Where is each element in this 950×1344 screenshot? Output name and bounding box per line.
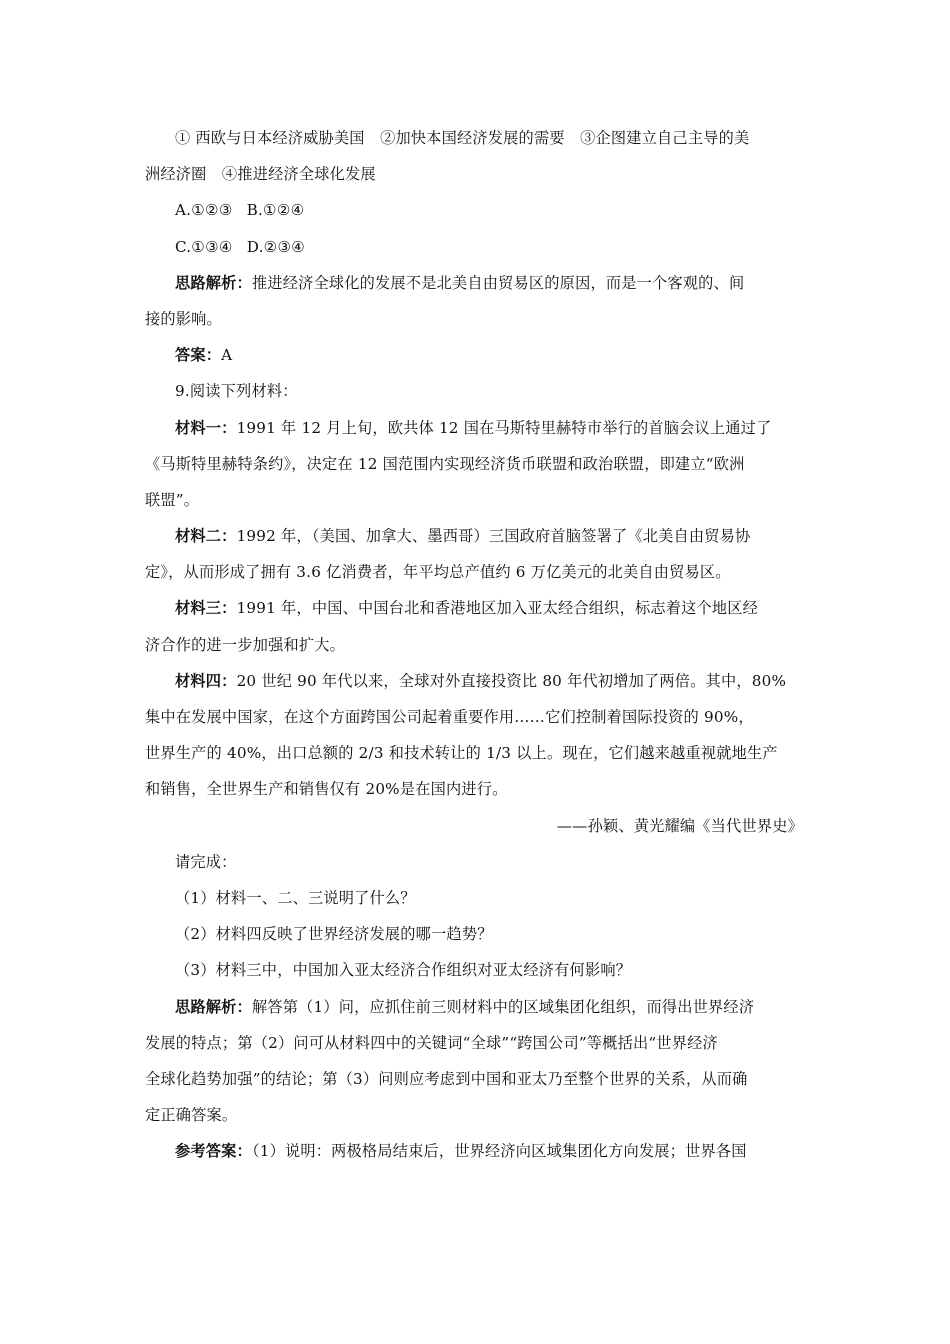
q9-analysis-line3: 全球化趋势加强”的结论；第（3）问则应考虑到中国和亚太乃至整个世界的关系，从而确: [145, 1069, 748, 1088]
sub-question-1: （1）材料一、二、三说明了什么？: [175, 888, 416, 907]
material-3-line2: 济合作的进一步加强和扩大。: [145, 635, 346, 654]
document-page: [145, 120, 807, 1169]
material-1-line1: [145, 410, 807, 446]
material-4-line3: 世界生产的 40%，出口总额的 2/3 和技术转让的 1/3 以上。现在，它们越来越重视就地生产: [145, 744, 778, 763]
q9-analysis-line4: 定正确答案。: [145, 1106, 238, 1125]
q9-analysis-line1: [145, 989, 807, 1025]
option-d: D.②③④: [246, 237, 306, 256]
material-1-line3: 联盟”。: [145, 490, 200, 509]
sub-question-2: （2）材料四反映了世界经济发展的哪一趋势？: [175, 925, 493, 944]
analysis-text: 解答第（1）问，应抓住前三则材料中的区域集团化组织，而得出世界经济: [251, 997, 755, 1016]
material-4-label: 材料四：: [175, 671, 237, 690]
material-1-label: 材料一：: [175, 418, 237, 437]
material-1-line2: 《马斯特里赫特条约》，决定在 12 国范围内实现经济货币联盟和政治联盟，即建立“欧洲: [145, 454, 745, 473]
answer-label: 答案：: [175, 346, 222, 365]
answer-value: A: [221, 346, 233, 365]
q8-analysis-line2: 接的影响。: [145, 309, 222, 328]
option-c: C.①③④: [175, 237, 233, 256]
q8-analysis-line1: [145, 265, 807, 301]
material-4-line4: 和销售，全世界生产和销售仅有 20%是在国内进行。: [145, 780, 508, 799]
material-3-label: 材料三：: [175, 599, 237, 618]
material-4-line1: [145, 663, 807, 699]
q8-answer: [145, 337, 807, 373]
q8-options-row2: [145, 229, 807, 265]
analysis-label: 思路解析：: [175, 273, 252, 292]
reference-answer-label: 参考答案：: [175, 1142, 252, 1161]
option-a: A.①②③: [175, 201, 233, 220]
request-heading: 请完成：: [175, 852, 237, 871]
material-2-line2: 定》，从而形成了拥有 3.6 亿消费者，年平均总产值约 6 万亿美元的北美自由贸易区。: [145, 563, 731, 582]
option-b: B.①②④: [246, 201, 305, 220]
material-2-line1: [145, 518, 807, 554]
reference-answer-line1: [145, 1133, 807, 1169]
q9-analysis-line2: 发展的特点；第（2）问可从材料四中的关键词“全球”“跨国公司”等概括出“世界经济: [145, 1033, 718, 1052]
reference-answer-text: （1）说明：两极格局结束后，世界经济向区域集团化方向发展；世界各国: [251, 1142, 747, 1161]
analysis-text: 推进经济全球化的发展不是北美自由贸易区的原因，而是一个客观的、间: [251, 273, 745, 292]
material-3-line1: [145, 590, 807, 626]
q9-intro: 9.阅读下列材料：: [175, 382, 298, 401]
q8-options-row1: [145, 192, 807, 228]
analysis-label: 思路解析：: [175, 997, 252, 1016]
material-2-text: 1992 年，（美国、加拿大、墨西哥）三国政府首脑签署了《北美自由贸易协: [236, 527, 751, 546]
q8-stem-line2: 洲经济圈 ④推进经济全球化发展: [145, 165, 376, 184]
material-1-text: 1991 年 12 月上旬，欧共体 12 国在马斯特里赫特市举行的首脑会议上通过了: [236, 418, 772, 437]
material-4-line2: 集中在发展中国家，在这个方面跨国公司起着重要作用……它们控制着国际投资的 90%，: [145, 708, 754, 726]
material-4-source: ——孙颖、黄光耀编《当代世界史》: [556, 816, 803, 835]
q8-stem-line1: ① 西欧与日本经济威胁美国 ②加快本国经济发展的需要 ③企图建立自己主导的美: [175, 129, 750, 147]
material-4-text: 20 世纪 90 年代以来，全球对外直接投资比 80 年代初增加了两倍。其中，80%: [236, 671, 787, 690]
material-3-text: 1991 年，中国、中国台北和香港地区加入亚太经合组织，标志着这个地区经: [236, 599, 759, 618]
material-2-label: 材料二：: [175, 527, 237, 546]
sub-question-3: （3）材料三中，中国加入亚太经济合作组织对亚太经济有何影响？: [175, 961, 632, 980]
